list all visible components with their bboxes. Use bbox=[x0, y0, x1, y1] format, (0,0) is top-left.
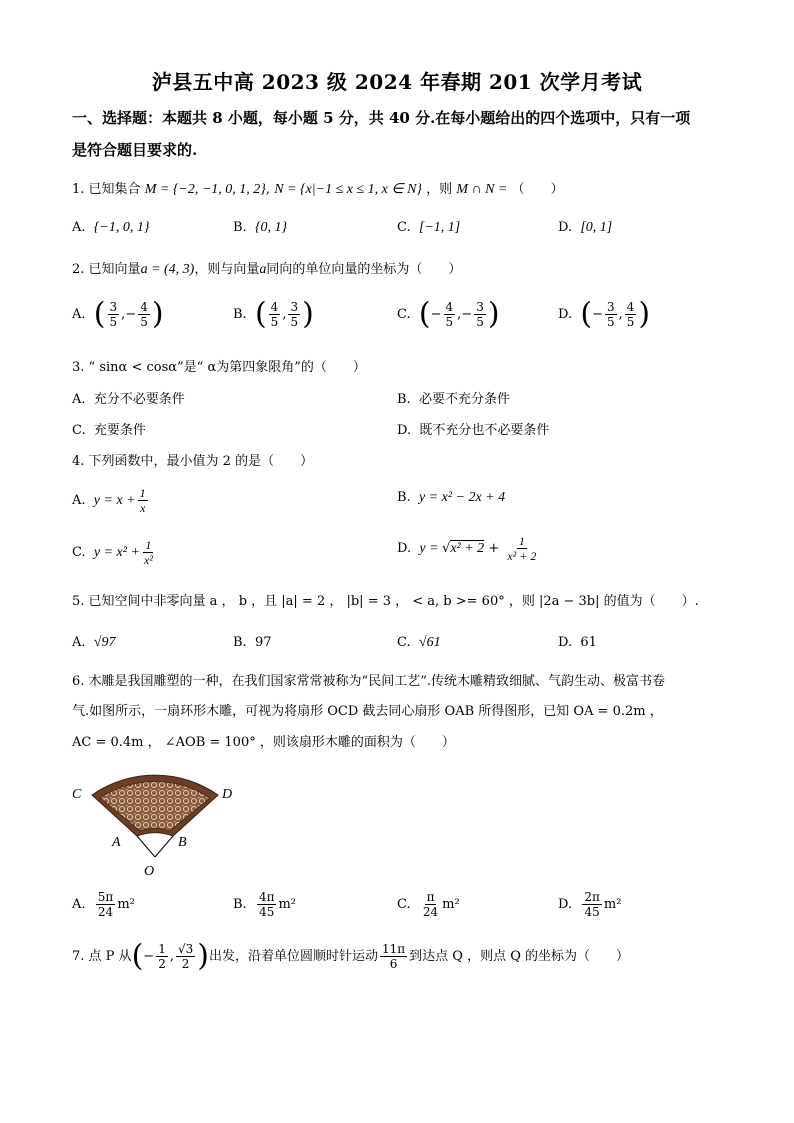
question-number: 1. bbox=[72, 182, 85, 197]
q2-option-b[interactable]: B. ( $\frac{4}{5}$ , $\frac{3}{5}$ ) bbox=[233, 296, 314, 332]
question-1 bbox=[72, 180, 732, 200]
question-number: 4. bbox=[72, 454, 85, 469]
q1-option-a[interactable]: A. {−1, 0, 1} bbox=[72, 220, 150, 235]
question-stem: 出发，沿着单位圆顺时针运动 bbox=[208, 949, 378, 964]
question-stem: 到达点 Q ，则点 Q 的坐标为（ ） bbox=[409, 949, 629, 964]
label-c: C bbox=[72, 787, 82, 802]
q6-option-c[interactable]: C. $\frac{\pi}{24}$ m² bbox=[397, 890, 460, 919]
q6-option-d[interactable]: D. $\frac{2\pi}{45}$ m² bbox=[558, 890, 622, 919]
section-heading-line1: 一、选择题：本题共 8 小题，每小题 5 分，共 40 分.在每小题给出的四个选项中，只有一项 bbox=[72, 109, 691, 127]
question-stem: 已知集合 bbox=[88, 182, 141, 197]
q1-option-d[interactable]: D. [0, 1] bbox=[558, 220, 613, 235]
question-3 bbox=[72, 358, 732, 378]
vector-a: a bbox=[259, 262, 267, 277]
question-stem: “ sinα < cosα”是“ α为第四象限角”的（ ） bbox=[88, 360, 366, 375]
q4-option-c[interactable]: C. y = x² + $\frac{1}{\text{x²}}$ bbox=[72, 538, 153, 567]
label-a: A bbox=[112, 835, 121, 850]
question-stem: 已知向量 bbox=[88, 262, 141, 277]
question-number: 5. bbox=[72, 594, 85, 609]
question-stem: ，则与向量 bbox=[194, 262, 260, 277]
answer-paren: （ ） bbox=[511, 182, 564, 197]
question-2 bbox=[72, 260, 732, 280]
question-stem: 点 P 从 bbox=[88, 949, 132, 964]
question-stem: 下列函数中，最小值为 2 的是（ ） bbox=[88, 454, 314, 469]
q5-option-d[interactable]: D. 61 bbox=[558, 635, 597, 650]
question-5 bbox=[72, 592, 732, 612]
question-number: 3. bbox=[72, 360, 85, 375]
question-4 bbox=[72, 452, 732, 472]
section-heading-line2: 是符合题目要求的. bbox=[72, 141, 198, 159]
q5-option-c[interactable]: C. √61 bbox=[397, 635, 441, 650]
question-6-line2: 气.如图所示，一扇环形木雕，可视为将扇形 OCD 截去同心扇形 OAB 所得图形，已知 OA = 0.2m ， bbox=[72, 704, 663, 719]
question-stem: ，则 bbox=[426, 182, 453, 197]
question-number: 2. bbox=[72, 262, 85, 277]
q3-option-d[interactable]: D. 既不充分也不必要条件 bbox=[397, 423, 550, 438]
label-d: D bbox=[222, 787, 233, 802]
expression: M ∩ N = bbox=[456, 182, 508, 197]
fan-carved-panel bbox=[100, 782, 210, 831]
question-6-line3: AC = 0.4m ， ∠AOB = 100° ，则该扇形木雕的面积为（ ） bbox=[72, 735, 455, 750]
comma: , bbox=[265, 182, 271, 197]
q3-option-c[interactable]: C. 充要条件 bbox=[72, 423, 146, 438]
q5-option-b[interactable]: B. 97 bbox=[233, 635, 272, 650]
set-m: M = {−2, −1, 0, 1, 2} bbox=[144, 182, 266, 197]
q2-option-a[interactable]: A. ( $\frac{3}{5}$ ,− $\frac{4}{5}$ ) bbox=[72, 296, 164, 332]
vector-a: a = (4, 3) bbox=[140, 262, 195, 277]
question-stem: 已知空间中非零向量 a ， b ，且 |a| = 2 ， |b| = 3 ， < a, b >= 60° ，则 |2a − 3b| 的值为（ ）. bbox=[88, 594, 699, 609]
set-n: N = {x|−1 ≤ x ≤ 1, x ∈ N} bbox=[274, 182, 423, 197]
q1-option-c[interactable]: C. [−1, 1] bbox=[397, 220, 461, 235]
question-stem-line1: 木雕是我国雕塑的一种，在我们国家常常被称为“民间工艺”.传统木雕精致细腻、气韵生动、极富书卷 bbox=[88, 674, 665, 689]
question-number: 7. bbox=[72, 949, 85, 964]
question-stem: 同向的单位向量的坐标为（ ） bbox=[266, 262, 462, 277]
q2-option-c[interactable]: C. (− $\frac{4}{5}$ ,− $\frac{3}{5}$ ) bbox=[397, 296, 500, 332]
q4-option-b[interactable]: B. y = x² − 2x + 4 bbox=[397, 490, 506, 505]
question-number: 6. bbox=[72, 674, 85, 689]
question-7: 7. 点 P 从(− $\frac{1}{2}$ , $\frac{√3}{2}$ )出发，沿着单位圆顺时针运动 $\frac{11\pi}{6}$ 到达点 Q ，则点 Q 的坐标为（ ） bbox=[72, 938, 629, 974]
q5-option-a[interactable]: A. √97 bbox=[72, 635, 116, 650]
label-o: O bbox=[144, 864, 155, 879]
q1-option-b[interactable]: B. {0, 1} bbox=[233, 220, 288, 235]
q4-option-a[interactable]: A. y = x + $\frac{1}{x}$ bbox=[72, 486, 146, 515]
question-6 bbox=[72, 672, 732, 692]
q6-option-a[interactable]: A. $\frac{5\pi}{24}$ m² bbox=[72, 890, 135, 919]
q2-option-d[interactable]: D. (− $\frac{3}{5}$ , $\frac{4}{5}$ ) bbox=[558, 296, 651, 332]
q3-option-b[interactable]: B. 必要不充分条件 bbox=[397, 392, 510, 407]
q3-option-a[interactable]: A. 充分不必要条件 bbox=[72, 392, 185, 407]
fan-woodcarving-figure bbox=[70, 765, 245, 880]
q4-option-d[interactable]: D. y = √x² + 2 + $\frac{1}{\text{x² + 2}}$ bbox=[397, 534, 537, 563]
q6-option-b[interactable]: B. $\frac{4\pi}{45}$ m² bbox=[233, 890, 297, 919]
label-b: B bbox=[178, 835, 187, 850]
exam-title: 泸县五中高 2023 级 2024 年春期 201 次学月考试 bbox=[151, 70, 643, 94]
